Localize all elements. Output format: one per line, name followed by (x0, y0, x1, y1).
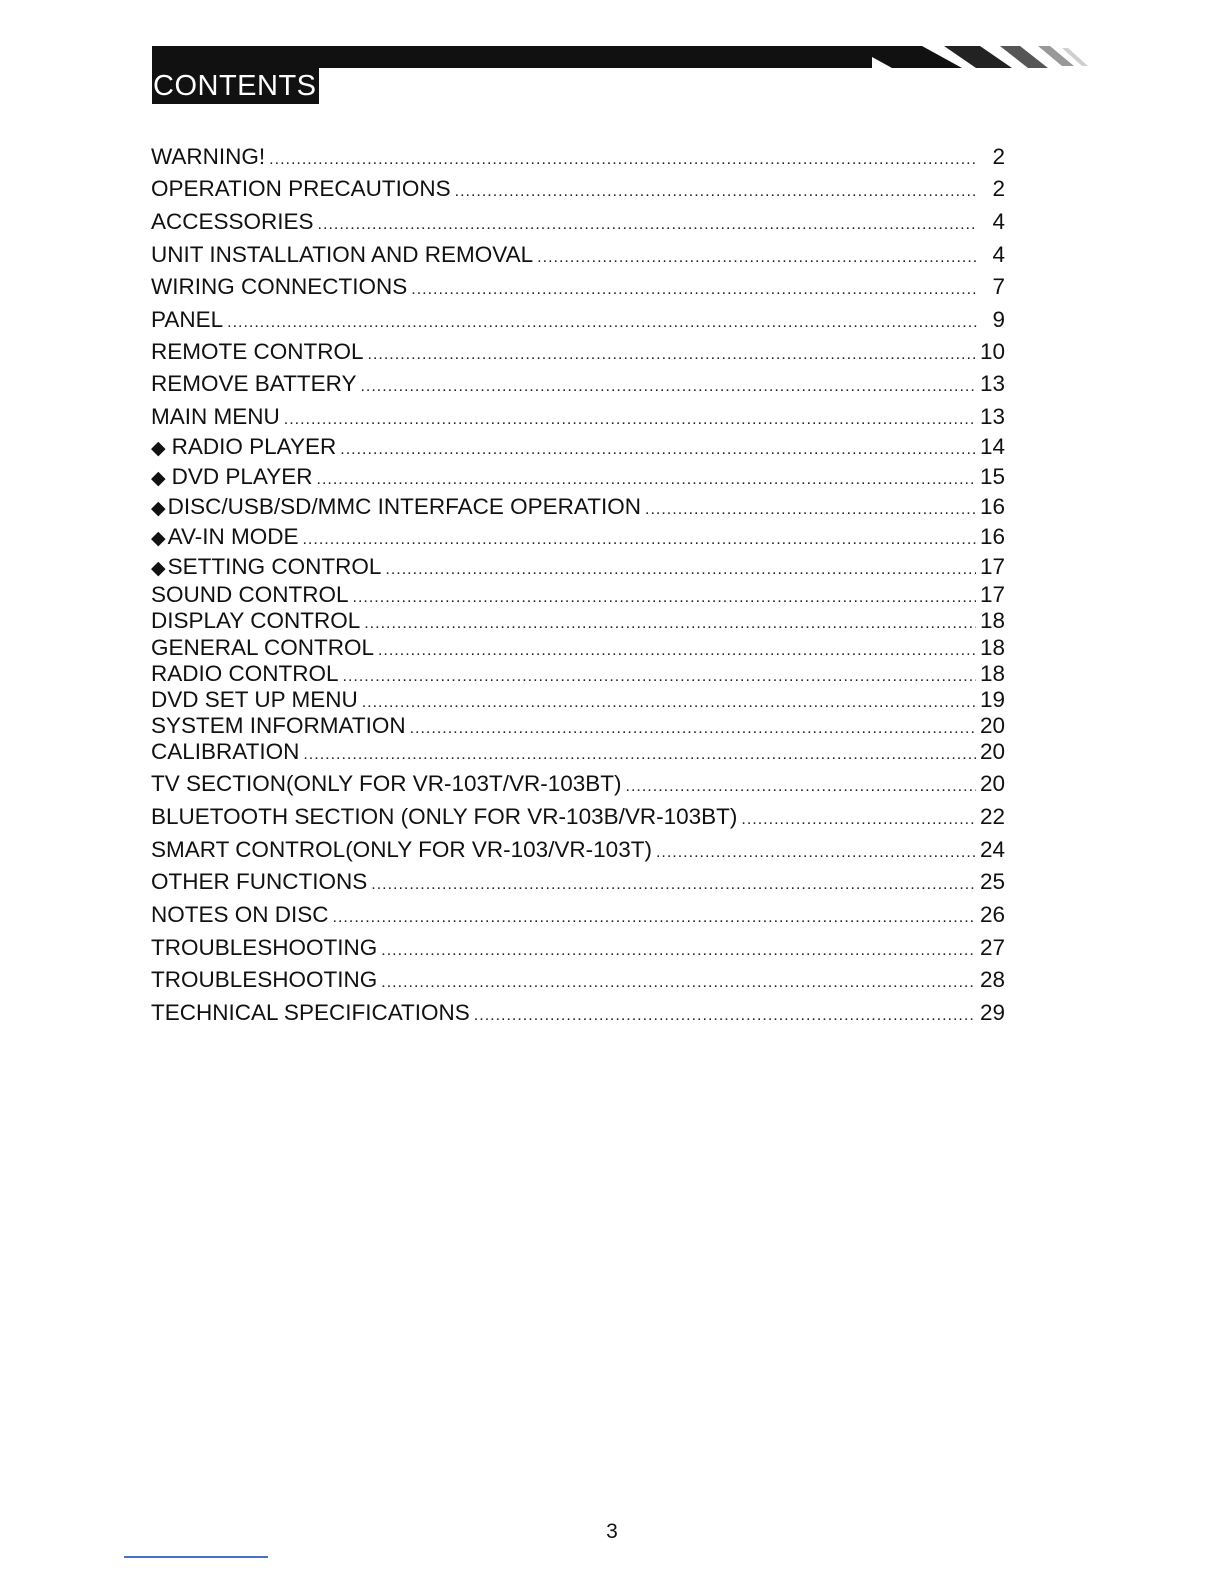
dot-leader (227, 309, 977, 336)
dot-leader (318, 211, 977, 238)
dot-leader (340, 436, 976, 463)
toc-entry-label (151, 306, 223, 333)
toc-entry-page: 9 (992, 307, 1005, 332)
toc-entry-page: 4 (992, 209, 1005, 234)
toc-entry[interactable] (151, 770, 1005, 800)
toc-entry[interactable] (151, 208, 1005, 238)
toc-entry[interactable] (151, 607, 1005, 637)
toc-entry-page: 16 (979, 524, 1005, 549)
toc-entry[interactable] (151, 463, 1005, 493)
toc-entry[interactable] (151, 836, 1005, 866)
toc-entry-page: 17 (979, 554, 1005, 579)
toc-entry[interactable] (151, 306, 1005, 336)
toc-entry-page: 10 (979, 339, 1005, 364)
toc-entry-title: TROUBLESHOOTING (151, 935, 378, 960)
toc-entry-label (151, 803, 737, 830)
toc-entry-page: 14 (979, 434, 1005, 459)
dot-leader (364, 610, 976, 637)
toc-entry[interactable] (151, 403, 1005, 433)
diamond-bullet-icon: ◆ (151, 438, 166, 459)
header-bar (152, 46, 872, 68)
toc-entry-title: TV SECTION(ONLY FOR VR-103T/VR-103BT) (151, 771, 622, 796)
diamond-bullet-icon: ◆ (151, 528, 166, 549)
toc-entry-label (151, 901, 329, 928)
toc-entry-label (151, 553, 381, 582)
toc-entry[interactable] (151, 803, 1005, 833)
toc-entry-page: 27 (979, 935, 1005, 960)
toc-entry-title: REMOTE CONTROL (151, 339, 364, 364)
toc-entry-title: GENERAL CONTROL (151, 635, 374, 660)
dot-leader (455, 178, 977, 205)
diamond-bullet-icon: ◆ (151, 558, 166, 579)
dot-leader (474, 1002, 976, 1029)
toc-entry-page: 7 (992, 274, 1005, 299)
toc-entry-title: ACCESSORIES (151, 209, 314, 234)
toc-entry-page: 13 (979, 371, 1005, 396)
toc-entry-page: 2 (992, 176, 1005, 201)
toc-entry-title: SOUND CONTROL (151, 582, 349, 607)
dot-leader (645, 496, 976, 523)
toc-entry[interactable] (151, 370, 1005, 400)
diamond-bullet-icon: ◆ (151, 498, 166, 519)
toc-entry-label (151, 581, 349, 608)
toc-entry-title: DISPLAY CONTROL (151, 608, 361, 633)
toc-entry-label (151, 634, 374, 661)
toc-entry-page: 15 (979, 464, 1005, 489)
toc-entry-label (151, 493, 641, 522)
toc-entry-title: OTHER FUNCTIONS (151, 869, 368, 894)
toc-entry-page: 18 (979, 635, 1005, 660)
toc-entry-title: DVD PLAYER (171, 464, 313, 489)
toc-entry-title: SETTING CONTROL (167, 554, 382, 579)
toc-entry[interactable] (151, 143, 1005, 173)
toc-entry-page: 13 (979, 404, 1005, 429)
toc-entry-page: 18 (979, 608, 1005, 633)
toc-entry-page: 2 (992, 144, 1005, 169)
toc-entry-title: SYSTEM INFORMATION (151, 713, 406, 738)
toc-entry-page: 28 (979, 967, 1005, 992)
toc-entry-title: DVD SET UP MENU (151, 687, 358, 712)
toc-entry-title: RADIO PLAYER (171, 434, 337, 459)
toc-entry[interactable] (151, 493, 1005, 523)
toc-entry-label (151, 836, 652, 863)
toc-entry-label (151, 370, 356, 397)
toc-entry[interactable] (151, 553, 1005, 583)
dot-leader (317, 466, 976, 493)
toc-entry[interactable] (151, 273, 1005, 303)
toc-entry-page: 25 (979, 869, 1005, 894)
toc-entry[interactable] (151, 999, 1005, 1029)
footer-underline (124, 1556, 268, 1558)
toc-entry-label (151, 241, 533, 268)
toc-entry-page: 22 (979, 804, 1005, 829)
toc-entry-title: BLUETOOTH SECTION (ONLY FOR VR-103B/VR-103BT) (151, 804, 738, 829)
contents-header (152, 46, 1082, 104)
toc-entry-label (151, 712, 406, 739)
toc-entry-title: AV-IN MODE (167, 524, 299, 549)
toc-entry-label (151, 463, 313, 492)
toc-entry-title: RADIO CONTROL (151, 661, 339, 686)
dot-leader (381, 969, 976, 996)
toc-entry[interactable] (151, 868, 1005, 898)
toc-entry-title: SMART CONTROL(ONLY FOR VR-103/VR-103T) (151, 837, 652, 862)
dot-leader (333, 904, 976, 931)
toc-entry-label (151, 143, 265, 170)
toc-entry[interactable] (151, 175, 1005, 205)
toc-entry-label (151, 607, 360, 634)
toc-entry-label (151, 934, 377, 961)
dot-leader (303, 741, 976, 768)
toc-entry-label (151, 686, 358, 713)
dot-leader (656, 839, 976, 866)
toc-entry-page: 20 (979, 713, 1005, 738)
toc-entry[interactable] (151, 901, 1005, 931)
dot-leader (269, 146, 977, 173)
toc-entry-title: WARNING! (151, 144, 266, 169)
toc-entry-label (151, 738, 299, 765)
toc-entry[interactable] (151, 241, 1005, 271)
dot-leader (411, 276, 977, 303)
dot-leader (284, 406, 976, 433)
dot-leader (381, 937, 976, 964)
toc-entry-page: 16 (979, 494, 1005, 519)
page-title: CONTENTS (153, 70, 317, 102)
toc-entry-label (151, 273, 407, 300)
dot-leader (368, 341, 976, 368)
toc-entry-title: TROUBLESHOOTING (151, 967, 378, 992)
dot-leader (385, 556, 976, 583)
toc-entry-label (151, 868, 367, 895)
header-stripes-decoration (852, 46, 1092, 76)
dot-leader (626, 773, 976, 800)
dot-leader (741, 806, 976, 833)
toc-entry-page: 24 (979, 837, 1005, 862)
toc-entry-label (151, 999, 470, 1026)
toc-entry-title: OPERATION PRECAUTIONS (151, 176, 451, 201)
toc-entry-label (151, 966, 377, 993)
toc-entry-page: 20 (979, 771, 1005, 796)
toc-entry-label (151, 403, 280, 430)
toc-entry-label (151, 338, 364, 365)
dot-leader (360, 373, 976, 400)
toc-entry-title: REMOVE BATTERY (151, 371, 357, 396)
toc-entry-page: 4 (992, 242, 1005, 267)
dot-leader (537, 244, 977, 271)
toc-entry-label (151, 208, 314, 235)
toc-entry-title: WIRING CONNECTIONS (151, 274, 408, 299)
toc-entry-page: 20 (979, 739, 1005, 764)
toc-entry-label (151, 660, 339, 687)
toc-entry-page: 19 (979, 687, 1005, 712)
toc-entry-title: MAIN MENU (151, 404, 280, 429)
toc-entry-title: NOTES ON DISC (151, 902, 329, 927)
toc-entry[interactable] (151, 338, 1005, 368)
toc-entry-title: DISC/USB/SD/MMC INTERFACE OPERATION (167, 494, 642, 519)
dot-leader (302, 526, 975, 553)
page-number: 3 (606, 1520, 618, 1543)
toc-entry[interactable] (151, 934, 1005, 964)
toc-entry[interactable] (151, 523, 1005, 553)
toc-entry-label (151, 175, 451, 202)
dot-leader (371, 871, 976, 898)
toc-entry-page: 18 (979, 661, 1005, 686)
toc-entry[interactable] (151, 738, 1005, 768)
toc-entry[interactable] (151, 433, 1005, 463)
toc-entry-label (151, 433, 336, 462)
toc-entry-title: UNIT INSTALLATION AND REMOVAL (151, 242, 534, 267)
toc-entry-label (151, 523, 298, 552)
toc-entry-page: 26 (979, 902, 1005, 927)
toc-entry-title: TECHNICAL SPECIFICATIONS (151, 1000, 470, 1025)
toc-entry-page: 29 (979, 1000, 1005, 1025)
toc-entry-title: PANEL (151, 307, 224, 332)
toc-entry[interactable] (151, 966, 1005, 996)
diamond-bullet-icon: ◆ (151, 468, 166, 489)
toc-entry-title: CALIBRATION (151, 739, 300, 764)
toc-entry-page: 17 (979, 582, 1005, 607)
toc-entry-label (151, 770, 622, 797)
